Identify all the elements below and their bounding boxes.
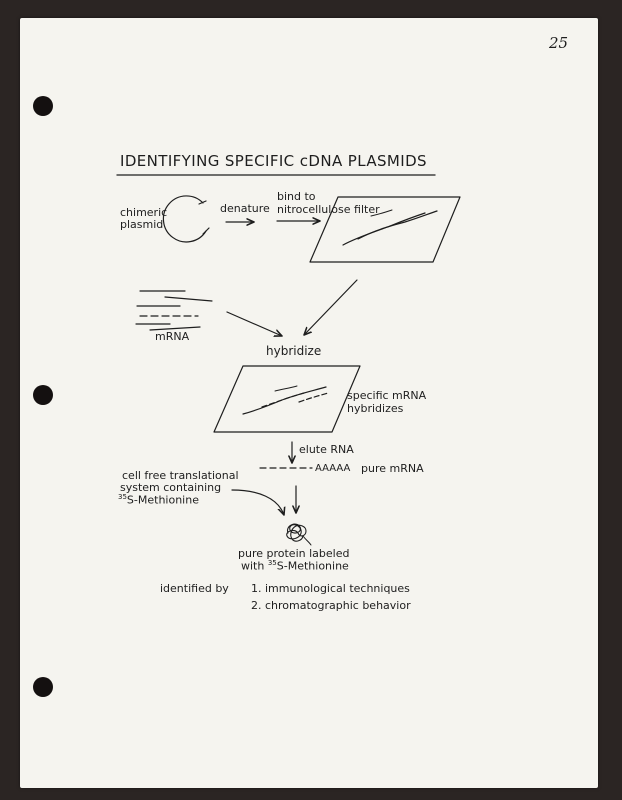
plasmid-tick-top <box>199 201 206 204</box>
cellfree-isotope-superscript: 35 <box>118 493 127 501</box>
page-number: 25 <box>549 34 569 52</box>
protein-tail <box>303 536 311 545</box>
specific-mrna-label-2: hybridizes <box>347 402 404 415</box>
protein-squiggle <box>287 524 306 541</box>
protein-methionine-text: S-Methionine <box>276 559 349 573</box>
hybridize-label: hybridize <box>266 344 322 358</box>
cellfree-to-protein-arrow <box>232 490 284 515</box>
protein-isotope-superscript: 35 <box>267 559 277 567</box>
protein-label-with: with <box>241 559 265 573</box>
hybrid-strand-4 <box>275 386 297 391</box>
pure-mrna-label: pure mRNA <box>361 462 424 475</box>
bind-to-label-2: nitrocellulose filter <box>277 203 380 216</box>
cellfree-methionine-text: S-Methionine <box>126 493 199 507</box>
cellfree-label-3 <box>118 494 199 506</box>
protein-label-2 <box>241 560 349 572</box>
chimeric-plasmid-label-1: chimeric <box>120 206 168 219</box>
plasmid-tick-bottom <box>203 228 209 234</box>
polya-tail-label: AAAAA <box>315 463 351 474</box>
elute-rna-label: elute RNA <box>299 443 354 456</box>
cellfree-label-2: system containing <box>120 481 222 494</box>
denature-label: denature <box>220 202 270 215</box>
protein-label-1: pure protein labeled <box>238 547 350 560</box>
mrna-to-hybridize-arrow <box>227 312 282 336</box>
chimeric-plasmid-label-2: plasmid <box>120 218 164 231</box>
nitrocellulose-filter-2 <box>214 366 360 432</box>
identified-by-label: identified by <box>160 582 229 595</box>
specific-mrna-label-1: specific mRNA <box>347 389 427 402</box>
mrna-label: mRNA <box>155 330 190 343</box>
plasmid-circle <box>163 196 206 242</box>
identified-item-1: 1. immunological techniques <box>251 582 410 595</box>
dna-strand-1 <box>343 213 425 245</box>
identified-item-2: 2. chromatographic behavior <box>251 599 411 612</box>
bind-to-label-1: bind to <box>277 190 316 203</box>
filter-to-hybridize-arrow <box>304 280 357 335</box>
mrna-strand-2 <box>165 297 212 301</box>
diagram-title: IDENTIFYING SPECIFIC cDNA PLASMIDS <box>120 152 427 170</box>
hybrid-strand-1 <box>243 387 326 414</box>
cellfree-label-1: cell free translational <box>122 469 239 482</box>
hybrid-strand-3 <box>299 393 328 402</box>
